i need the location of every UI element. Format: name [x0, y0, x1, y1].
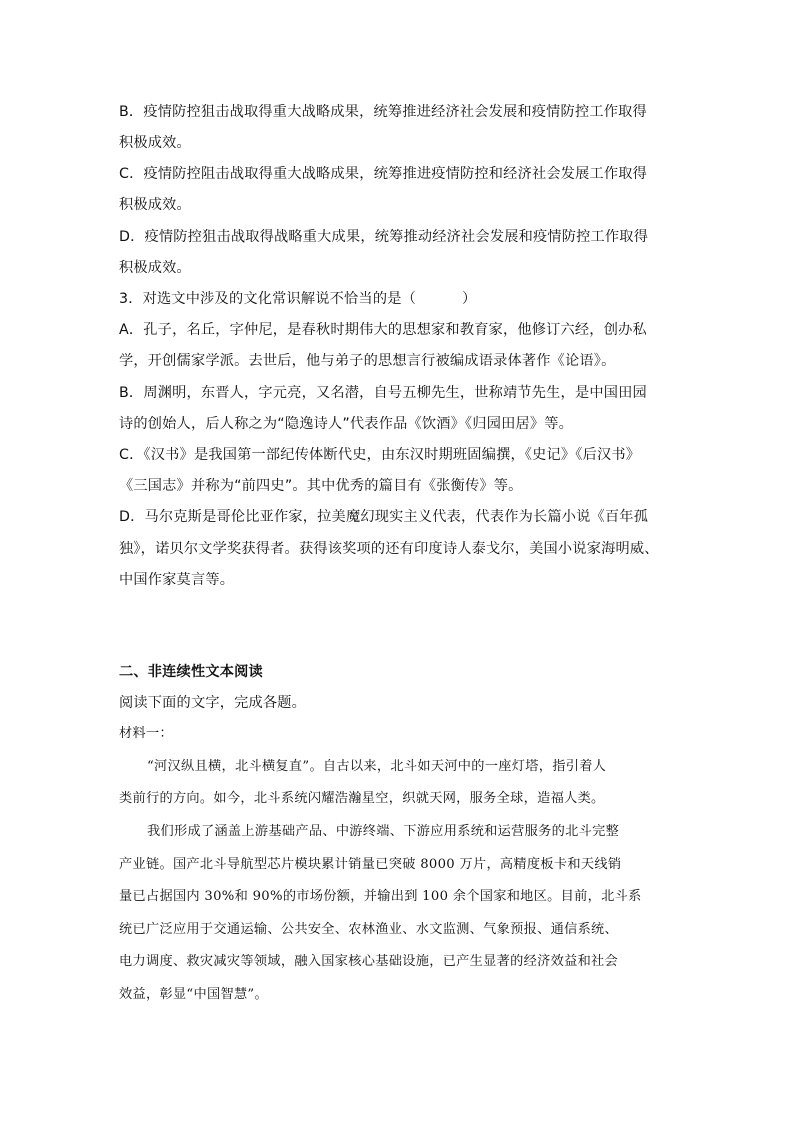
- q2-option-c-line1: C．疫情防控阻击战取得重大战略成果，统筹推进疫情防控和经济社会发展工作取得: [119, 166, 648, 182]
- material-p2-line3: 量已占据国内 30%和 90%的市场份额，并输出到 100 余个国家和地区。目前，北斗系: [119, 889, 642, 904]
- section-heading: 二、非连续性文本阅读: [119, 664, 263, 680]
- q3-option-d-line1: D．马尔克斯是哥伦比亚作家，拉美魔幻现实主义代表，代表作为长篇小说《百年孤: [119, 509, 649, 525]
- material-p2-line4: 统已广泛应用于交通运输、公共安全、农林渔业、水文监测、气象预报、通信系统、: [119, 922, 619, 937]
- q2-option-b-line2: 积极成效。: [119, 135, 191, 151]
- q3-option-b-line2: 诗的创始人，后人称之为“隐逸诗人”代表作品《饮酒》《归园田居》等。: [119, 416, 574, 432]
- q2-option-d-line2: 积极成效。: [119, 260, 191, 276]
- material-label: 材料一：: [119, 726, 173, 741]
- q3-option-c-line2: 《三国志》并称为“前四史”。其中优秀的篇目有《张衡传》等。: [119, 478, 523, 494]
- q2-option-c-line2: 积极成效。: [119, 197, 191, 213]
- q3-stem: [119, 289, 476, 309]
- q3-option-b-line1: B．周渊明，东晋人，字元亮，又名潜，自号五柳先生，世称靖节先生，是中国田园: [119, 385, 647, 401]
- q3-option-d-line2: 独》，诺贝尔文学奖获得者。获得该奖项的还有印度诗人泰戈尔，美国小说家海明威、: [119, 541, 659, 557]
- material-p1-line2: 类前行的方向。如今，北斗系统闪耀浩瀚星空，织就天网，服务全球，造福人类。: [119, 791, 605, 806]
- material-p2-line6: 效益，彰显“中国智慧”。: [119, 987, 268, 1002]
- q3-option-c-line1: C．《汉书》是我国第一部纪传体断代史，由东汉时期班固编撰，《史记》《后汉书》: [119, 447, 641, 463]
- q2-option-b-line1: B．疫情防控狙击战取得重大战略成果，统筹推进经济社会发展和疫情防控工作取得: [119, 104, 647, 120]
- q3-option-a-line1: A．孔子，名丘，字仲尼，是春秋时期伟大的思想家和教育家，他修订六经，创办私: [119, 322, 647, 338]
- q2-option-d-line1: D．疫情防控狙击战取得战略重大成果，统筹推动经济社会发展和疫情防控工作取得: [119, 229, 649, 245]
- q3-option-d-line3: 中国作家莫言等。: [119, 572, 235, 588]
- q3-option-a-line2: 学，开创儒家学派。去世后，他与弟子的思想言行被编成语录体著作《论语》。: [119, 353, 616, 369]
- material-p2-line5: 电力调度、救灾减灾等领域，融入国家核心基础设施，已产生显著的经济效益和社会: [119, 954, 619, 969]
- material-p1-line1: “河汉纵且横，北斗横复直”。自古以来，北斗如天河中的一座灯塔，指引着人: [147, 759, 607, 774]
- material-p2-line1: 我们形成了涵盖上游基础产品、中游终端、下游应用系统和运营服务的北斗完整: [147, 824, 620, 839]
- q3-stem-close: ）: [461, 291, 477, 307]
- q3-stem-text: 3．对选文中涉及的文化常识解说不恰当的是（: [119, 291, 416, 307]
- material-p2-line2: 产业链。国产北斗导航型芯片模块累计销量已突破 8000 万片，高精度板卡和天线销: [119, 857, 622, 872]
- section-instruction: 阅读下面的文字，完成各题。: [119, 695, 307, 711]
